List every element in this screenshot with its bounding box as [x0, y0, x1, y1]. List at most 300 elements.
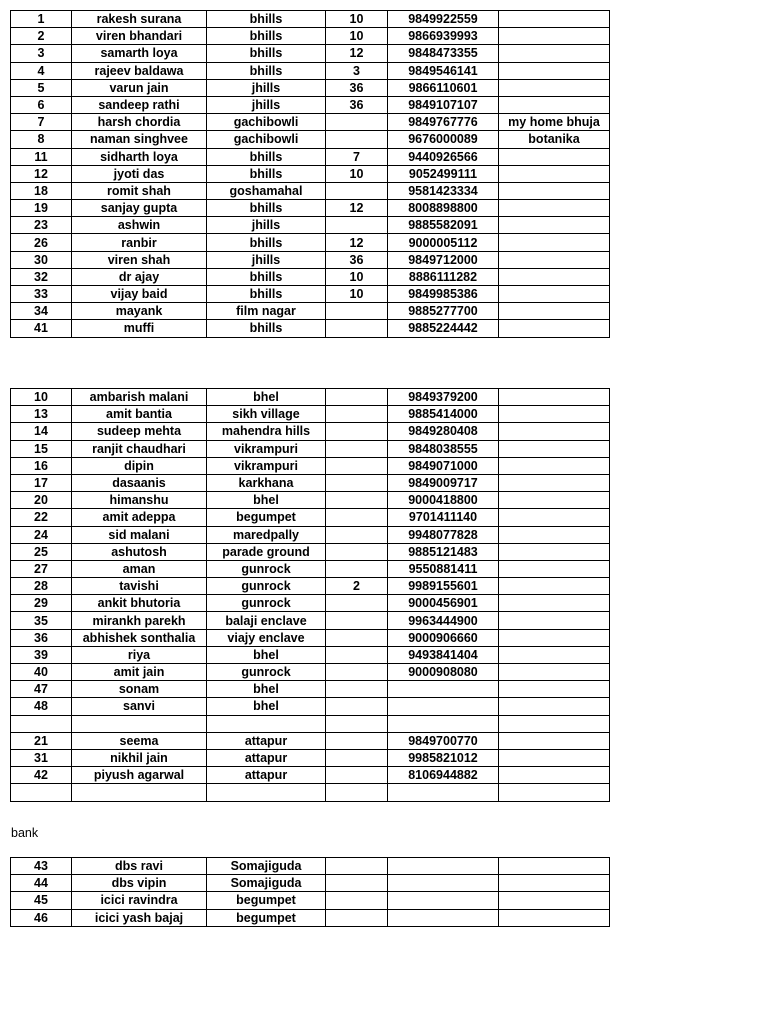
number-cell: 12 [326, 200, 388, 217]
table-row [11, 165, 610, 182]
serial-number-cell: 46 [11, 909, 72, 926]
serial-number-cell: 18 [11, 182, 72, 199]
phone-cell: 9849700770 [388, 732, 499, 749]
area-cell: bhel [207, 681, 326, 698]
phone-cell: 9866110601 [388, 79, 499, 96]
phone-cell: 9849107107 [388, 96, 499, 113]
name-cell: romit shah [72, 182, 207, 199]
name-cell: amit adeppa [72, 509, 207, 526]
table-row [11, 406, 610, 423]
number-cell [326, 217, 388, 234]
table-row [11, 560, 610, 577]
area-cell: bhills [207, 165, 326, 182]
table-row [11, 200, 610, 217]
table-row [11, 423, 610, 440]
area-cell: attapur [207, 767, 326, 784]
number-cell [326, 646, 388, 663]
table-row [11, 303, 610, 320]
name-cell: riya [72, 646, 207, 663]
phone-cell: 9000418800 [388, 492, 499, 509]
table-row [11, 749, 610, 766]
area-cell: bhills [207, 200, 326, 217]
name-cell: dr ajay [72, 268, 207, 285]
serial-number-cell: 29 [11, 595, 72, 612]
area-cell: attapur [207, 732, 326, 749]
serial-number-cell: 24 [11, 526, 72, 543]
table-row [11, 543, 610, 560]
serial-number-cell: 23 [11, 217, 72, 234]
note-cell [499, 646, 610, 663]
name-cell: ashwin [72, 217, 207, 234]
phone-cell: 9676000089 [388, 131, 499, 148]
note-cell [499, 492, 610, 509]
phone-cell: 9985821012 [388, 749, 499, 766]
table-row [11, 320, 610, 337]
name-cell: ankit bhutoria [72, 595, 207, 612]
number-cell: 10 [326, 11, 388, 28]
table-row [11, 858, 610, 875]
number-cell: 36 [326, 96, 388, 113]
area-cell: film nagar [207, 303, 326, 320]
area-cell: mahendra hills [207, 423, 326, 440]
note-cell [499, 268, 610, 285]
area-cell: bhills [207, 45, 326, 62]
serial-number-cell: 17 [11, 474, 72, 491]
serial-number-cell: 25 [11, 543, 72, 560]
serial-number-cell: 32 [11, 268, 72, 285]
note-cell [499, 543, 610, 560]
table-row [11, 79, 610, 96]
serial-number-cell: 43 [11, 858, 72, 875]
name-cell: sonam [72, 681, 207, 698]
name-cell: jyoti das [72, 165, 207, 182]
name-cell: sudeep mehta [72, 423, 207, 440]
name-cell: amit jain [72, 664, 207, 681]
area-cell: gachibowli [207, 114, 326, 131]
table-row [11, 715, 610, 732]
name-cell: muffi [72, 320, 207, 337]
area-cell: karkhana [207, 474, 326, 491]
area-cell: goshamahal [207, 182, 326, 199]
contacts-table-bank [10, 857, 610, 927]
area-cell: bhills [207, 320, 326, 337]
name-cell: amit bantia [72, 406, 207, 423]
note-cell [499, 79, 610, 96]
name-cell: varun jain [72, 79, 207, 96]
table-row [11, 62, 610, 79]
table-row [11, 251, 610, 268]
phone-cell: 9849712000 [388, 251, 499, 268]
contacts-table-1 [10, 10, 610, 338]
note-cell [499, 892, 610, 909]
table-body [11, 11, 610, 338]
table-row [11, 45, 610, 62]
serial-number-cell: 26 [11, 234, 72, 251]
serial-number-cell: 2 [11, 28, 72, 45]
note-cell [499, 698, 610, 715]
note-cell [499, 62, 610, 79]
table-row [11, 474, 610, 491]
area-cell: balaji enclave [207, 612, 326, 629]
area-cell: bhills [207, 268, 326, 285]
area-cell: begumpet [207, 892, 326, 909]
table-row [11, 114, 610, 131]
serial-number-cell: 20 [11, 492, 72, 509]
table-body [11, 389, 610, 802]
number-cell [326, 749, 388, 766]
serial-number-cell: 41 [11, 320, 72, 337]
note-cell [499, 389, 610, 406]
table-row [11, 526, 610, 543]
phone-cell: 9849280408 [388, 423, 499, 440]
note-cell [499, 320, 610, 337]
table-row [11, 732, 610, 749]
note-cell [499, 560, 610, 577]
table-row [11, 131, 610, 148]
number-cell: 2 [326, 578, 388, 595]
name-cell: vijay baid [72, 286, 207, 303]
number-cell [326, 303, 388, 320]
serial-number-cell: 19 [11, 200, 72, 217]
number-cell [326, 474, 388, 491]
number-cell: 3 [326, 62, 388, 79]
table-row [11, 440, 610, 457]
phone-cell: 9701411140 [388, 509, 499, 526]
area-cell: gunrock [207, 578, 326, 595]
phone-cell: 9849922559 [388, 11, 499, 28]
name-cell: rakesh surana [72, 11, 207, 28]
serial-number-cell: 47 [11, 681, 72, 698]
area-cell: viajy enclave [207, 629, 326, 646]
serial-number-cell: 33 [11, 286, 72, 303]
number-cell: 12 [326, 45, 388, 62]
number-cell [326, 892, 388, 909]
phone-cell: 9440926566 [388, 148, 499, 165]
area-cell: begumpet [207, 909, 326, 926]
name-cell: viren bhandari [72, 28, 207, 45]
number-cell [326, 698, 388, 715]
name-cell: sanvi [72, 698, 207, 715]
serial-number-cell: 27 [11, 560, 72, 577]
serial-number-cell: 15 [11, 440, 72, 457]
number-cell: 10 [326, 28, 388, 45]
note-cell [499, 286, 610, 303]
phone-cell: 9000456901 [388, 595, 499, 612]
area-cell: vikrampuri [207, 457, 326, 474]
area-cell [207, 784, 326, 801]
table-row [11, 217, 610, 234]
phone-cell: 9848038555 [388, 440, 499, 457]
number-cell [326, 509, 388, 526]
phone-cell [388, 681, 499, 698]
number-cell: 12 [326, 234, 388, 251]
area-cell: gunrock [207, 664, 326, 681]
note-cell [499, 664, 610, 681]
note-cell [499, 234, 610, 251]
table-row [11, 268, 610, 285]
name-cell: sidharth loya [72, 148, 207, 165]
serial-number-cell: 11 [11, 148, 72, 165]
phone-cell: 9581423334 [388, 182, 499, 199]
number-cell [326, 543, 388, 560]
number-cell: 10 [326, 286, 388, 303]
phone-cell: 9885121483 [388, 543, 499, 560]
note-cell [499, 200, 610, 217]
serial-number-cell: 22 [11, 509, 72, 526]
name-cell: icici ravindra [72, 892, 207, 909]
number-cell [326, 440, 388, 457]
bank-section-label: bank [11, 826, 39, 840]
phone-cell [388, 698, 499, 715]
name-cell: dbs vipin [72, 875, 207, 892]
number-cell [326, 457, 388, 474]
serial-number-cell: 42 [11, 767, 72, 784]
table-row [11, 182, 610, 199]
serial-number-cell [11, 715, 72, 732]
name-cell: dbs ravi [72, 858, 207, 875]
serial-number-cell: 31 [11, 749, 72, 766]
phone-cell: 8886111282 [388, 268, 499, 285]
name-cell: icici yash bajaj [72, 909, 207, 926]
table-row [11, 11, 610, 28]
phone-cell [388, 892, 499, 909]
phone-cell: 8106944882 [388, 767, 499, 784]
area-cell: begumpet [207, 509, 326, 526]
name-cell [72, 784, 207, 801]
name-cell: sandeep rathi [72, 96, 207, 113]
number-cell [326, 732, 388, 749]
area-cell: bhel [207, 389, 326, 406]
name-cell: nikhil jain [72, 749, 207, 766]
phone-cell: 9000005112 [388, 234, 499, 251]
area-cell: jhills [207, 217, 326, 234]
serial-number-cell: 36 [11, 629, 72, 646]
name-cell: rajeev baldawa [72, 62, 207, 79]
phone-cell: 9885224442 [388, 320, 499, 337]
area-cell: bhel [207, 492, 326, 509]
area-cell: gunrock [207, 560, 326, 577]
note-cell [499, 165, 610, 182]
note-cell [499, 909, 610, 926]
number-cell [326, 560, 388, 577]
number-cell [326, 182, 388, 199]
area-cell: attapur [207, 749, 326, 766]
table-row [11, 286, 610, 303]
number-cell [326, 715, 388, 732]
note-cell [499, 182, 610, 199]
name-cell: aman [72, 560, 207, 577]
note-cell [499, 767, 610, 784]
area-cell: vikrampuri [207, 440, 326, 457]
serial-number-cell: 35 [11, 612, 72, 629]
number-cell [326, 320, 388, 337]
name-cell: naman singhvee [72, 131, 207, 148]
table-row [11, 909, 610, 926]
phone-cell: 9849009717 [388, 474, 499, 491]
phone-cell: 9000906660 [388, 629, 499, 646]
area-cell: maredpally [207, 526, 326, 543]
serial-number-cell: 6 [11, 96, 72, 113]
name-cell: dasaanis [72, 474, 207, 491]
phone-cell: 9849985386 [388, 286, 499, 303]
phone-cell: 9493841404 [388, 646, 499, 663]
note-cell [499, 858, 610, 875]
phone-cell [388, 784, 499, 801]
note-cell [499, 423, 610, 440]
area-cell: jhills [207, 251, 326, 268]
number-cell [326, 612, 388, 629]
table-row [11, 681, 610, 698]
serial-number-cell: 10 [11, 389, 72, 406]
area-cell: Somajiguda [207, 858, 326, 875]
serial-number-cell: 14 [11, 423, 72, 440]
note-cell [499, 45, 610, 62]
name-cell [72, 715, 207, 732]
note-cell [499, 629, 610, 646]
note-cell [499, 784, 610, 801]
note-cell [499, 96, 610, 113]
serial-number-cell: 7 [11, 114, 72, 131]
number-cell [326, 858, 388, 875]
number-cell [326, 389, 388, 406]
note-cell [499, 526, 610, 543]
number-cell [326, 131, 388, 148]
area-cell: bhills [207, 28, 326, 45]
note-cell [499, 457, 610, 474]
name-cell: samarth loya [72, 45, 207, 62]
serial-number-cell: 13 [11, 406, 72, 423]
phone-cell: 9963444900 [388, 612, 499, 629]
note-cell [499, 474, 610, 491]
note-cell [499, 595, 610, 612]
serial-number-cell: 45 [11, 892, 72, 909]
name-cell: ambarish malani [72, 389, 207, 406]
name-cell: abhishek sonthalia [72, 629, 207, 646]
table-row [11, 595, 610, 612]
area-cell: bhel [207, 698, 326, 715]
area-cell: jhills [207, 79, 326, 96]
number-cell: 36 [326, 251, 388, 268]
serial-number-cell: 1 [11, 11, 72, 28]
number-cell: 36 [326, 79, 388, 96]
number-cell [326, 423, 388, 440]
phone-cell: 8008898800 [388, 200, 499, 217]
serial-number-cell: 28 [11, 578, 72, 595]
name-cell: sanjay gupta [72, 200, 207, 217]
table-row [11, 509, 610, 526]
name-cell: piyush agarwal [72, 767, 207, 784]
phone-cell: 9885277700 [388, 303, 499, 320]
number-cell: 10 [326, 268, 388, 285]
contacts-table-2 [10, 388, 610, 802]
note-cell [499, 217, 610, 234]
area-cell: parade ground [207, 543, 326, 560]
note-cell [499, 681, 610, 698]
note-cell [499, 303, 610, 320]
table-row [11, 28, 610, 45]
area-cell: sikh village [207, 406, 326, 423]
phone-cell [388, 909, 499, 926]
phone-cell: 9052499111 [388, 165, 499, 182]
number-cell [326, 784, 388, 801]
area-cell: bhills [207, 286, 326, 303]
phone-cell: 9849767776 [388, 114, 499, 131]
table-row [11, 646, 610, 663]
number-cell [326, 909, 388, 926]
area-cell: jhills [207, 96, 326, 113]
note-cell [499, 749, 610, 766]
note-cell [499, 406, 610, 423]
area-cell: bhills [207, 11, 326, 28]
phone-cell: 9848473355 [388, 45, 499, 62]
name-cell: ranjit chaudhari [72, 440, 207, 457]
phone-cell: 9948077828 [388, 526, 499, 543]
number-cell [326, 875, 388, 892]
table-row [11, 492, 610, 509]
number-cell: 7 [326, 148, 388, 165]
serial-number-cell: 40 [11, 664, 72, 681]
serial-number-cell: 34 [11, 303, 72, 320]
number-cell [326, 406, 388, 423]
serial-number-cell: 12 [11, 165, 72, 182]
number-cell [326, 114, 388, 131]
name-cell: mayank [72, 303, 207, 320]
serial-number-cell: 39 [11, 646, 72, 663]
table-row [11, 875, 610, 892]
phone-cell: 9550881411 [388, 560, 499, 577]
serial-number-cell: 30 [11, 251, 72, 268]
table-row [11, 96, 610, 113]
note-cell: botanika [499, 131, 610, 148]
phone-cell: 9989155601 [388, 578, 499, 595]
name-cell: dipin [72, 457, 207, 474]
note-cell [499, 612, 610, 629]
name-cell: ranbir [72, 234, 207, 251]
name-cell: harsh chordia [72, 114, 207, 131]
note-cell: my home bhuja [499, 114, 610, 131]
serial-number-cell [11, 784, 72, 801]
phone-cell [388, 875, 499, 892]
note-cell [499, 11, 610, 28]
number-cell [326, 664, 388, 681]
note-cell [499, 578, 610, 595]
table-row [11, 664, 610, 681]
serial-number-cell: 44 [11, 875, 72, 892]
table-row [11, 148, 610, 165]
number-cell [326, 681, 388, 698]
table-row [11, 629, 610, 646]
table-row [11, 457, 610, 474]
table-row [11, 389, 610, 406]
phone-cell: 9849071000 [388, 457, 499, 474]
serial-number-cell: 3 [11, 45, 72, 62]
table-row [11, 767, 610, 784]
name-cell: seema [72, 732, 207, 749]
area-cell: Somajiguda [207, 875, 326, 892]
number-cell [326, 767, 388, 784]
number-cell [326, 492, 388, 509]
serial-number-cell: 4 [11, 62, 72, 79]
name-cell: ashutosh [72, 543, 207, 560]
serial-number-cell: 21 [11, 732, 72, 749]
number-cell [326, 526, 388, 543]
area-cell: bhills [207, 234, 326, 251]
area-cell: gachibowli [207, 131, 326, 148]
note-cell [499, 440, 610, 457]
serial-number-cell: 5 [11, 79, 72, 96]
phone-cell [388, 715, 499, 732]
note-cell [499, 148, 610, 165]
